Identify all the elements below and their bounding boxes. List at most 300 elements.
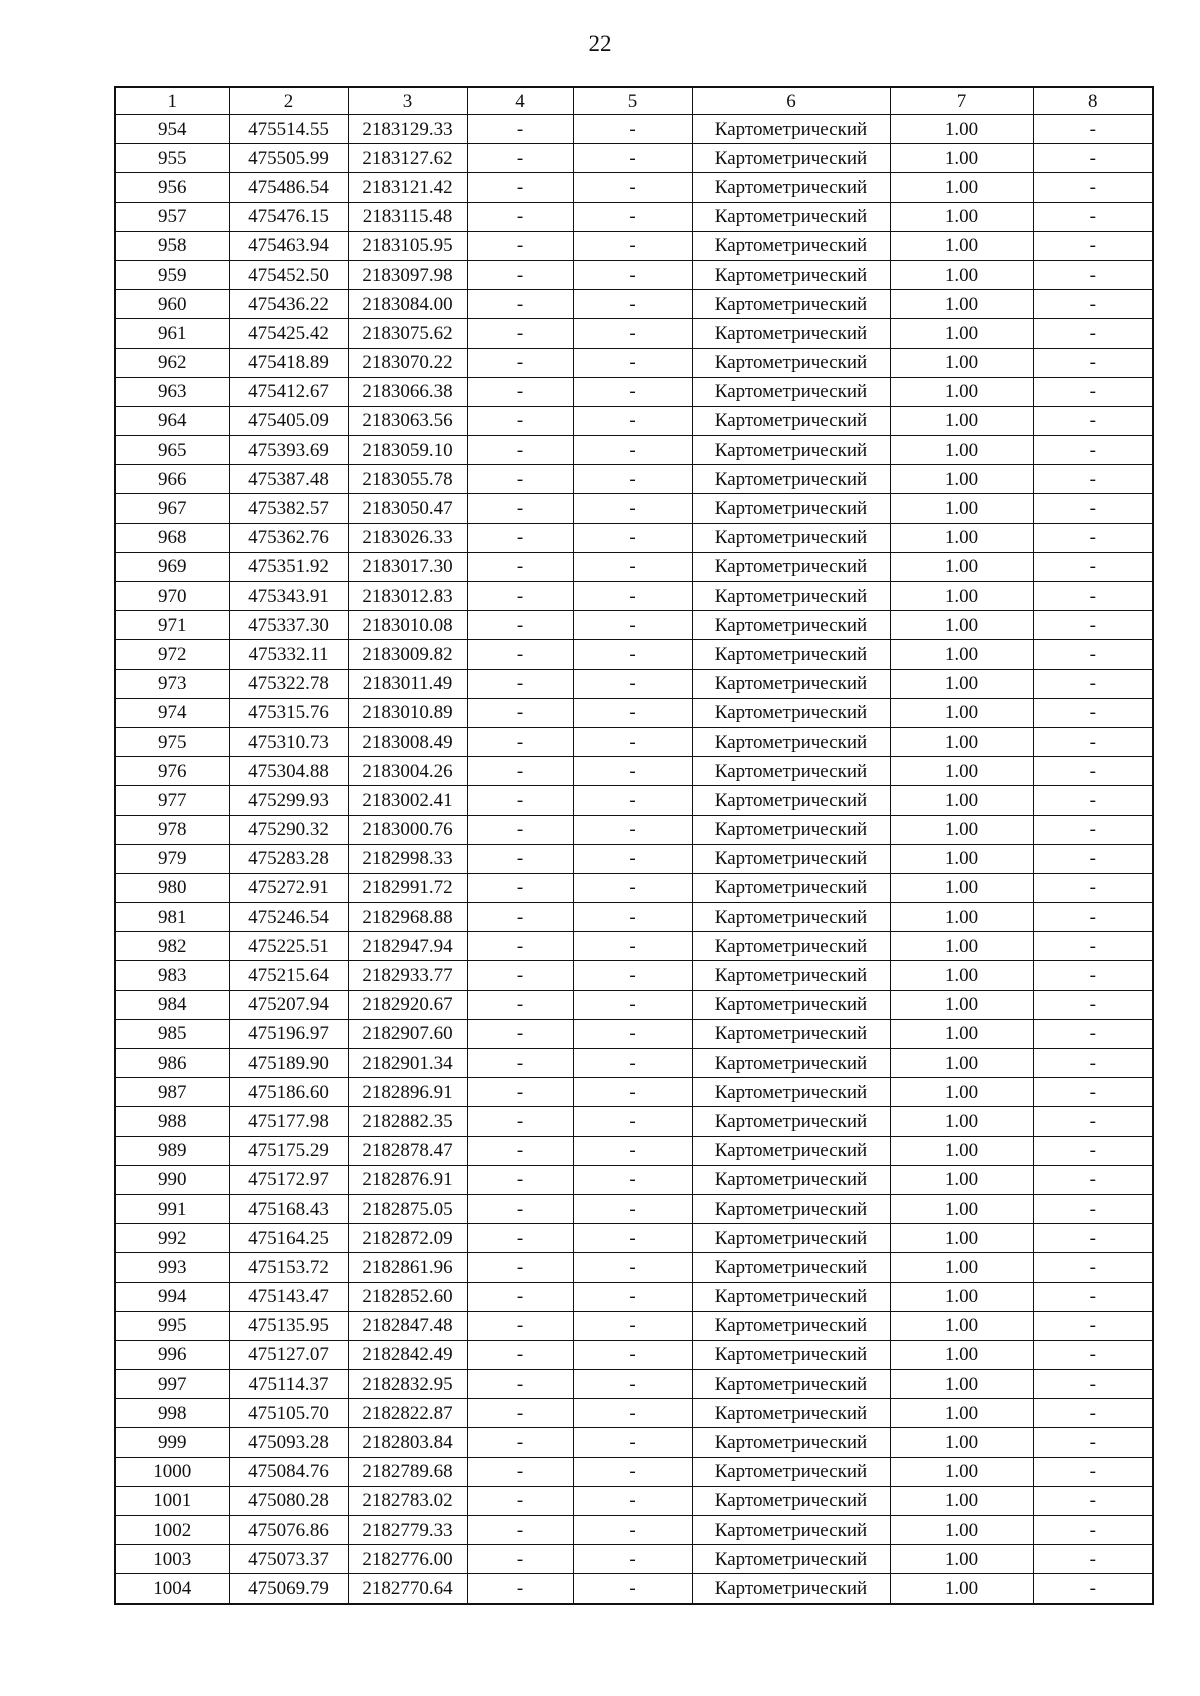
table-row <box>115 844 1153 873</box>
x-coordinate-cell: 475114.37 <box>229 1370 348 1399</box>
col4-cell: - <box>467 552 573 581</box>
x-coordinate-cell: 475189.90 <box>229 1049 348 1078</box>
method-cell: Картометрический <box>692 640 890 669</box>
point-number-cell: 962 <box>115 348 229 377</box>
method-cell: Картометрический <box>692 1340 890 1369</box>
accuracy-cell: 1.00 <box>890 1457 1033 1486</box>
col4-cell: - <box>467 640 573 669</box>
col5-cell: - <box>573 640 692 669</box>
col5-cell: - <box>573 1078 692 1107</box>
method-cell: Картометрический <box>692 903 890 932</box>
col4-cell: - <box>467 757 573 786</box>
col4-cell: - <box>467 115 573 144</box>
y-coordinate-cell: 2183026.33 <box>348 523 467 552</box>
col4-cell: - <box>467 669 573 698</box>
col4-cell: - <box>467 961 573 990</box>
col8-cell: - <box>1033 669 1153 698</box>
method-cell: Картометрический <box>692 523 890 552</box>
y-coordinate-cell: 2183017.30 <box>348 552 467 581</box>
point-number-cell: 1002 <box>115 1516 229 1545</box>
x-coordinate-cell: 475486.54 <box>229 173 348 202</box>
x-coordinate-cell: 475177.98 <box>229 1107 348 1136</box>
method-cell: Картометрический <box>692 348 890 377</box>
col5-cell: - <box>573 757 692 786</box>
col5-cell: - <box>573 786 692 815</box>
x-coordinate-cell: 475382.57 <box>229 494 348 523</box>
col5-cell: - <box>573 582 692 611</box>
x-coordinate-cell: 475436.22 <box>229 290 348 319</box>
accuracy-cell: 1.00 <box>890 727 1033 756</box>
table-header <box>115 87 1153 115</box>
method-cell: Картометрический <box>692 757 890 786</box>
col4-cell: - <box>467 698 573 727</box>
point-number-cell: 990 <box>115 1165 229 1194</box>
table-row <box>115 640 1153 669</box>
col4-cell: - <box>467 727 573 756</box>
col4-cell: - <box>467 582 573 611</box>
accuracy-cell: 1.00 <box>890 1107 1033 1136</box>
col8-cell: - <box>1033 173 1153 202</box>
column-header-8: 8 <box>1033 87 1153 115</box>
y-coordinate-cell: 2182875.05 <box>348 1194 467 1223</box>
col4-cell: - <box>467 1224 573 1253</box>
accuracy-cell: 1.00 <box>890 1136 1033 1165</box>
col4-cell: - <box>467 1370 573 1399</box>
col8-cell: - <box>1033 1516 1153 1545</box>
coordinates-table <box>114 86 1154 1605</box>
x-coordinate-cell: 475322.78 <box>229 669 348 698</box>
col5-cell: - <box>573 523 692 552</box>
x-coordinate-cell: 475093.28 <box>229 1428 348 1457</box>
accuracy-cell: 1.00 <box>890 582 1033 611</box>
y-coordinate-cell: 2182920.67 <box>348 990 467 1019</box>
column-header-3: 3 <box>348 87 467 115</box>
method-cell: Картометрический <box>692 815 890 844</box>
x-coordinate-cell: 475196.97 <box>229 1019 348 1048</box>
y-coordinate-cell: 2183002.41 <box>348 786 467 815</box>
accuracy-cell: 1.00 <box>890 1282 1033 1311</box>
col8-cell: - <box>1033 640 1153 669</box>
column-header-7: 7 <box>890 87 1033 115</box>
method-cell: Картометрический <box>692 1516 890 1545</box>
table-row <box>115 727 1153 756</box>
col8-cell: - <box>1033 319 1153 348</box>
col4-cell: - <box>467 1282 573 1311</box>
point-number-cell: 987 <box>115 1078 229 1107</box>
accuracy-cell: 1.00 <box>890 1516 1033 1545</box>
accuracy-cell: 1.00 <box>890 844 1033 873</box>
point-number-cell: 956 <box>115 173 229 202</box>
col4-cell: - <box>467 1516 573 1545</box>
col4-cell: - <box>467 406 573 435</box>
method-cell: Картометрический <box>692 1224 890 1253</box>
col5-cell: - <box>573 1457 692 1486</box>
col5-cell: - <box>573 1165 692 1194</box>
col4-cell: - <box>467 1136 573 1165</box>
point-number-cell: 997 <box>115 1370 229 1399</box>
col8-cell: - <box>1033 1224 1153 1253</box>
column-header-5: 5 <box>573 87 692 115</box>
x-coordinate-cell: 475127.07 <box>229 1340 348 1369</box>
accuracy-cell: 1.00 <box>890 377 1033 406</box>
method-cell: Картометрический <box>692 260 890 289</box>
point-number-cell: 971 <box>115 611 229 640</box>
y-coordinate-cell: 2183055.78 <box>348 465 467 494</box>
point-number-cell: 994 <box>115 1282 229 1311</box>
method-cell: Картометрический <box>692 990 890 1019</box>
col4-cell: - <box>467 611 573 640</box>
x-coordinate-cell: 475290.32 <box>229 815 348 844</box>
y-coordinate-cell: 2183010.89 <box>348 698 467 727</box>
accuracy-cell: 1.00 <box>890 903 1033 932</box>
table-row <box>115 932 1153 961</box>
col8-cell: - <box>1033 815 1153 844</box>
x-coordinate-cell: 475452.50 <box>229 260 348 289</box>
accuracy-cell: 1.00 <box>890 669 1033 698</box>
table-row <box>115 552 1153 581</box>
col8-cell: - <box>1033 1194 1153 1223</box>
y-coordinate-cell: 2182803.84 <box>348 1428 467 1457</box>
point-number-cell: 989 <box>115 1136 229 1165</box>
x-coordinate-cell: 475283.28 <box>229 844 348 873</box>
point-number-cell: 980 <box>115 873 229 902</box>
accuracy-cell: 1.00 <box>890 1078 1033 1107</box>
x-coordinate-cell: 475412.67 <box>229 377 348 406</box>
col8-cell: - <box>1033 1049 1153 1078</box>
point-number-cell: 986 <box>115 1049 229 1078</box>
accuracy-cell: 1.00 <box>890 1428 1033 1457</box>
x-coordinate-cell: 475418.89 <box>229 348 348 377</box>
y-coordinate-cell: 2182998.33 <box>348 844 467 873</box>
x-coordinate-cell: 475069.79 <box>229 1574 348 1604</box>
col5-cell: - <box>573 1136 692 1165</box>
table-row <box>115 260 1153 289</box>
col5-cell: - <box>573 436 692 465</box>
point-number-cell: 982 <box>115 932 229 961</box>
point-number-cell: 998 <box>115 1399 229 1428</box>
col5-cell: - <box>573 1516 692 1545</box>
table-row <box>115 231 1153 260</box>
method-cell: Картометрический <box>692 1311 890 1340</box>
table-row <box>115 786 1153 815</box>
point-number-cell: 970 <box>115 582 229 611</box>
method-cell: Картометрический <box>692 1370 890 1399</box>
table-row <box>115 669 1153 698</box>
table-row <box>115 144 1153 173</box>
y-coordinate-cell: 2182872.09 <box>348 1224 467 1253</box>
table-row <box>115 1516 1153 1545</box>
y-coordinate-cell: 2182878.47 <box>348 1136 467 1165</box>
col4-cell: - <box>467 1428 573 1457</box>
col8-cell: - <box>1033 727 1153 756</box>
col8-cell: - <box>1033 1136 1153 1165</box>
col4-cell: - <box>467 144 573 173</box>
accuracy-cell: 1.00 <box>890 1019 1033 1048</box>
method-cell: Картометрический <box>692 290 890 319</box>
method-cell: Картометрический <box>692 494 890 523</box>
col4-cell: - <box>467 1165 573 1194</box>
table-row <box>115 698 1153 727</box>
col5-cell: - <box>573 494 692 523</box>
col4-cell: - <box>467 1545 573 1574</box>
point-number-cell: 963 <box>115 377 229 406</box>
table-row <box>115 1165 1153 1194</box>
point-number-cell: 966 <box>115 465 229 494</box>
col5-cell: - <box>573 406 692 435</box>
y-coordinate-cell: 2182991.72 <box>348 873 467 902</box>
method-cell: Картометрический <box>692 1486 890 1515</box>
col4-cell: - <box>467 290 573 319</box>
col4-cell: - <box>467 903 573 932</box>
x-coordinate-cell: 475207.94 <box>229 990 348 1019</box>
x-coordinate-cell: 475073.37 <box>229 1545 348 1574</box>
method-cell: Картометрический <box>692 1165 890 1194</box>
point-number-cell: 999 <box>115 1428 229 1457</box>
col8-cell: - <box>1033 786 1153 815</box>
y-coordinate-cell: 2183059.10 <box>348 436 467 465</box>
accuracy-cell: 1.00 <box>890 552 1033 581</box>
method-cell: Картометрический <box>692 611 890 640</box>
x-coordinate-cell: 475168.43 <box>229 1194 348 1223</box>
col8-cell: - <box>1033 202 1153 231</box>
table-body <box>115 115 1153 1604</box>
x-coordinate-cell: 475135.95 <box>229 1311 348 1340</box>
y-coordinate-cell: 2182933.77 <box>348 961 467 990</box>
col5-cell: - <box>573 1574 692 1604</box>
x-coordinate-cell: 475175.29 <box>229 1136 348 1165</box>
table-row <box>115 1078 1153 1107</box>
table-row <box>115 1282 1153 1311</box>
method-cell: Картометрический <box>692 1019 890 1048</box>
method-cell: Картометрический <box>692 669 890 698</box>
col4-cell: - <box>467 348 573 377</box>
col4-cell: - <box>467 1486 573 1515</box>
point-number-cell: 988 <box>115 1107 229 1136</box>
method-cell: Картометрический <box>692 727 890 756</box>
point-number-cell: 957 <box>115 202 229 231</box>
col5-cell: - <box>573 611 692 640</box>
point-number-cell: 978 <box>115 815 229 844</box>
y-coordinate-cell: 2183075.62 <box>348 319 467 348</box>
point-number-cell: 967 <box>115 494 229 523</box>
accuracy-cell: 1.00 <box>890 1545 1033 1574</box>
col8-cell: - <box>1033 1486 1153 1515</box>
accuracy-cell: 1.00 <box>890 115 1033 144</box>
col5-cell: - <box>573 1282 692 1311</box>
column-header-2: 2 <box>229 87 348 115</box>
col4-cell: - <box>467 1107 573 1136</box>
table-row <box>115 815 1153 844</box>
method-cell: Картометрический <box>692 1457 890 1486</box>
y-coordinate-cell: 2183010.08 <box>348 611 467 640</box>
method-cell: Картометрический <box>692 1399 890 1428</box>
point-number-cell: 972 <box>115 640 229 669</box>
point-number-cell: 955 <box>115 144 229 173</box>
col5-cell: - <box>573 1428 692 1457</box>
y-coordinate-cell: 2183000.76 <box>348 815 467 844</box>
method-cell: Картометрический <box>692 932 890 961</box>
accuracy-cell: 1.00 <box>890 1311 1033 1340</box>
y-coordinate-cell: 2182789.68 <box>348 1457 467 1486</box>
x-coordinate-cell: 475393.69 <box>229 436 348 465</box>
col4-cell: - <box>467 990 573 1019</box>
table-row <box>115 406 1153 435</box>
col5-cell: - <box>573 115 692 144</box>
y-coordinate-cell: 2183011.49 <box>348 669 467 698</box>
col5-cell: - <box>573 961 692 990</box>
col5-cell: - <box>573 1486 692 1515</box>
col4-cell: - <box>467 932 573 961</box>
point-number-cell: 996 <box>115 1340 229 1369</box>
col8-cell: - <box>1033 990 1153 1019</box>
y-coordinate-cell: 2183097.98 <box>348 260 467 289</box>
col5-cell: - <box>573 144 692 173</box>
col5-cell: - <box>573 727 692 756</box>
method-cell: Картометрический <box>692 1194 890 1223</box>
table-row <box>115 1049 1153 1078</box>
method-cell: Картометрический <box>692 786 890 815</box>
col5-cell: - <box>573 290 692 319</box>
x-coordinate-cell: 475272.91 <box>229 873 348 902</box>
col4-cell: - <box>467 873 573 902</box>
accuracy-cell: 1.00 <box>890 611 1033 640</box>
y-coordinate-cell: 2182947.94 <box>348 932 467 961</box>
col8-cell: - <box>1033 377 1153 406</box>
table-row <box>115 1457 1153 1486</box>
col4-cell: - <box>467 231 573 260</box>
accuracy-cell: 1.00 <box>890 144 1033 173</box>
point-number-cell: 960 <box>115 290 229 319</box>
col5-cell: - <box>573 844 692 873</box>
point-number-cell: 1004 <box>115 1574 229 1604</box>
accuracy-cell: 1.00 <box>890 1340 1033 1369</box>
accuracy-cell: 1.00 <box>890 173 1033 202</box>
col5-cell: - <box>573 1399 692 1428</box>
y-coordinate-cell: 2182847.48 <box>348 1311 467 1340</box>
col4-cell: - <box>467 1457 573 1486</box>
method-cell: Картометрический <box>692 1282 890 1311</box>
point-number-cell: 961 <box>115 319 229 348</box>
table-row <box>115 377 1153 406</box>
col5-cell: - <box>573 1019 692 1048</box>
table-row <box>115 494 1153 523</box>
y-coordinate-cell: 2183008.49 <box>348 727 467 756</box>
accuracy-cell: 1.00 <box>890 465 1033 494</box>
x-coordinate-cell: 475362.76 <box>229 523 348 552</box>
accuracy-cell: 1.00 <box>890 319 1033 348</box>
table-row <box>115 1019 1153 1048</box>
accuracy-cell: 1.00 <box>890 260 1033 289</box>
accuracy-cell: 1.00 <box>890 757 1033 786</box>
col5-cell: - <box>573 377 692 406</box>
table-row <box>115 465 1153 494</box>
col4-cell: - <box>467 465 573 494</box>
point-number-cell: 995 <box>115 1311 229 1340</box>
x-coordinate-cell: 475351.92 <box>229 552 348 581</box>
accuracy-cell: 1.00 <box>890 406 1033 435</box>
method-cell: Картометрический <box>692 1428 890 1457</box>
method-cell: Картометрический <box>692 377 890 406</box>
col8-cell: - <box>1033 115 1153 144</box>
table-row <box>115 611 1153 640</box>
col5-cell: - <box>573 202 692 231</box>
x-coordinate-cell: 475080.28 <box>229 1486 348 1515</box>
accuracy-cell: 1.00 <box>890 290 1033 319</box>
x-coordinate-cell: 475084.76 <box>229 1457 348 1486</box>
x-coordinate-cell: 475337.30 <box>229 611 348 640</box>
col4-cell: - <box>467 260 573 289</box>
method-cell: Картометрический <box>692 1049 890 1078</box>
col8-cell: - <box>1033 290 1153 319</box>
method-cell: Картометрический <box>692 1136 890 1165</box>
table-row <box>115 903 1153 932</box>
col8-cell: - <box>1033 406 1153 435</box>
accuracy-cell: 1.00 <box>890 815 1033 844</box>
method-cell: Картометрический <box>692 173 890 202</box>
table-row <box>115 1253 1153 1282</box>
accuracy-cell: 1.00 <box>890 990 1033 1019</box>
x-coordinate-cell: 475387.48 <box>229 465 348 494</box>
page-number: 22 <box>588 31 612 56</box>
x-coordinate-cell: 475076.86 <box>229 1516 348 1545</box>
col8-cell: - <box>1033 873 1153 902</box>
col8-cell: - <box>1033 932 1153 961</box>
point-number-cell: 1003 <box>115 1545 229 1574</box>
col4-cell: - <box>467 494 573 523</box>
table-row <box>115 202 1153 231</box>
col5-cell: - <box>573 1370 692 1399</box>
table-row <box>115 1311 1153 1340</box>
table-row <box>115 1399 1153 1428</box>
accuracy-cell: 1.00 <box>890 698 1033 727</box>
accuracy-cell: 1.00 <box>890 231 1033 260</box>
accuracy-cell: 1.00 <box>890 640 1033 669</box>
col8-cell: - <box>1033 1457 1153 1486</box>
col4-cell: - <box>467 1078 573 1107</box>
y-coordinate-cell: 2183066.38 <box>348 377 467 406</box>
y-coordinate-cell: 2182907.60 <box>348 1019 467 1048</box>
col4-cell: - <box>467 1253 573 1282</box>
x-coordinate-cell: 475476.15 <box>229 202 348 231</box>
point-number-cell: 984 <box>115 990 229 1019</box>
point-number-cell: 983 <box>115 961 229 990</box>
point-number-cell: 969 <box>115 552 229 581</box>
table-row <box>115 1574 1153 1604</box>
x-coordinate-cell: 475332.11 <box>229 640 348 669</box>
col8-cell: - <box>1033 582 1153 611</box>
x-coordinate-cell: 475105.70 <box>229 1399 348 1428</box>
table-row <box>115 290 1153 319</box>
point-number-cell: 981 <box>115 903 229 932</box>
col5-cell: - <box>573 1545 692 1574</box>
col8-cell: - <box>1033 494 1153 523</box>
col5-cell: - <box>573 932 692 961</box>
y-coordinate-cell: 2183084.00 <box>348 290 467 319</box>
col4-cell: - <box>467 815 573 844</box>
table-row <box>115 1107 1153 1136</box>
col8-cell: - <box>1033 961 1153 990</box>
y-coordinate-cell: 2183129.33 <box>348 115 467 144</box>
y-coordinate-cell: 2183009.82 <box>348 640 467 669</box>
x-coordinate-cell: 475164.25 <box>229 1224 348 1253</box>
method-cell: Картометрический <box>692 844 890 873</box>
y-coordinate-cell: 2183050.47 <box>348 494 467 523</box>
col5-cell: - <box>573 465 692 494</box>
col5-cell: - <box>573 1340 692 1369</box>
col4-cell: - <box>467 844 573 873</box>
col8-cell: - <box>1033 1311 1153 1340</box>
col8-cell: - <box>1033 552 1153 581</box>
